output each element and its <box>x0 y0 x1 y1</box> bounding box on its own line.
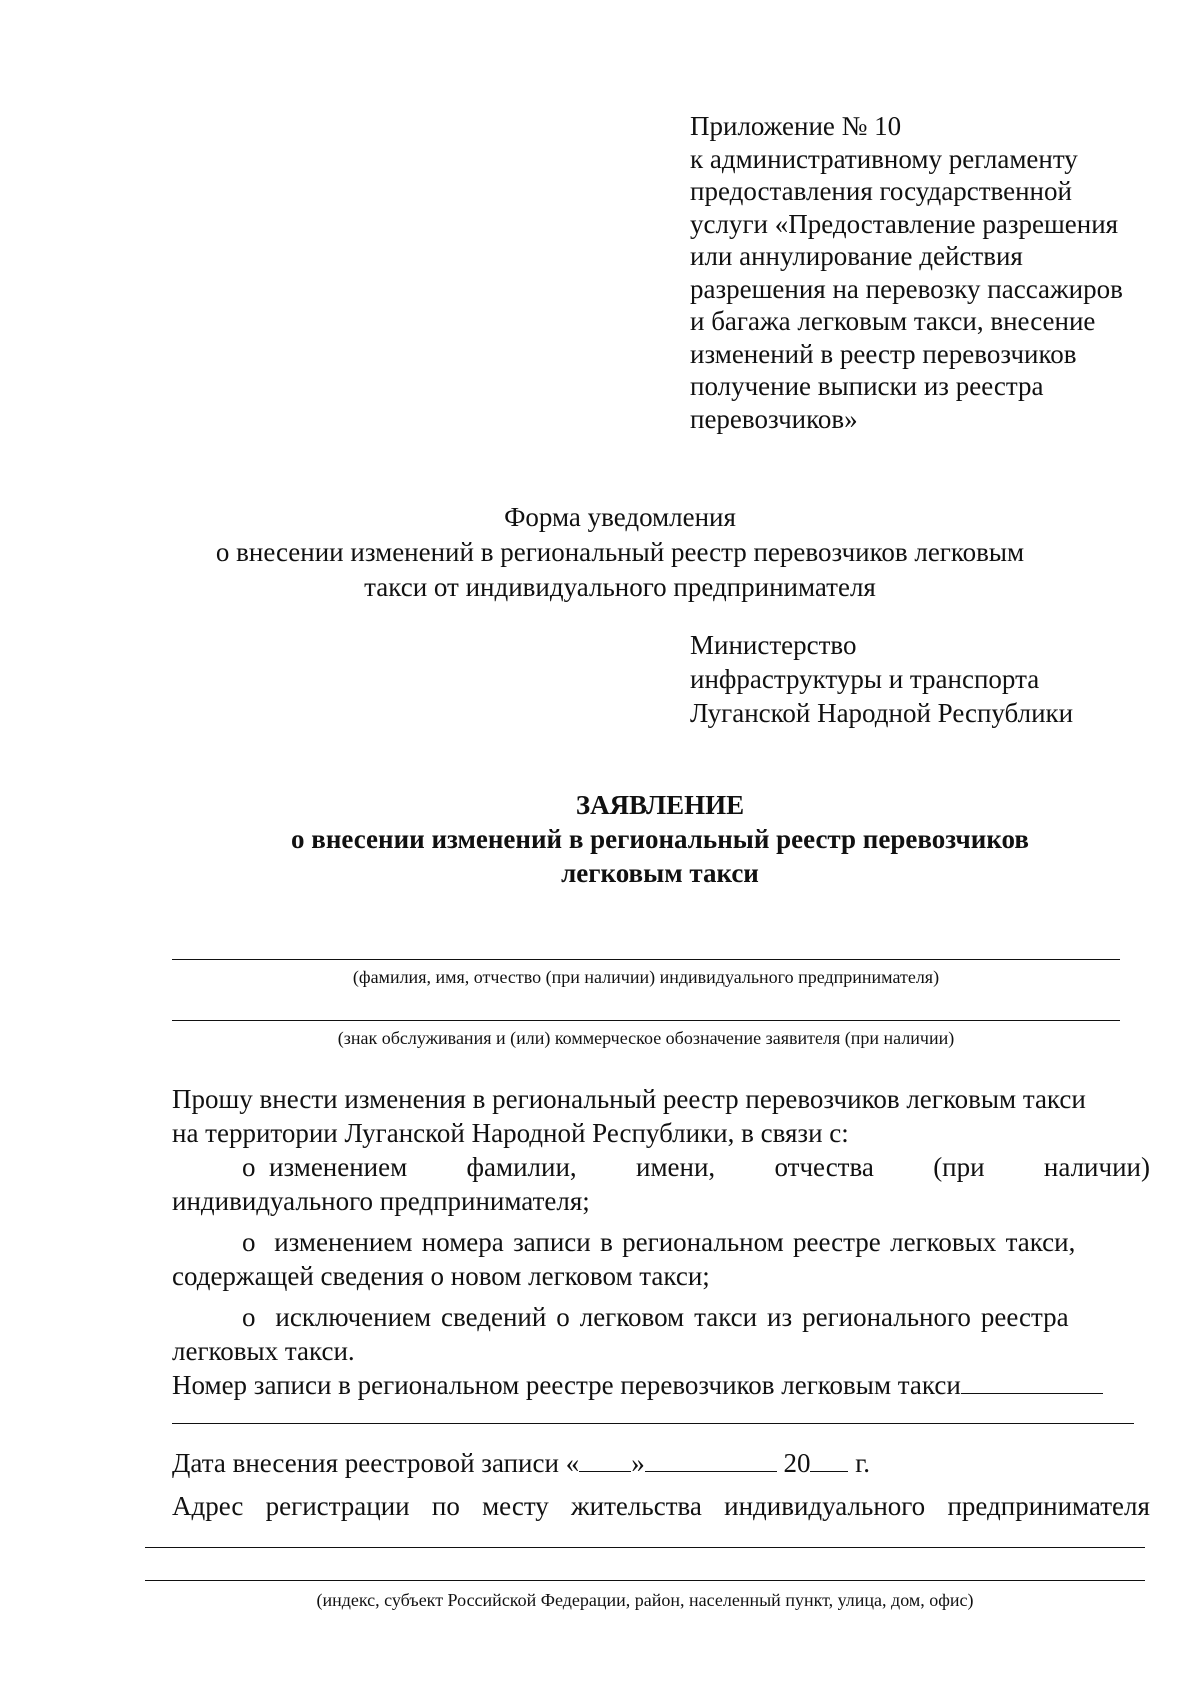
annex-line: изменений в реестр перевозчиков <box>690 338 1077 369</box>
annex-line: разрешения на перевозку пассажиров <box>690 273 1123 304</box>
date-year-field[interactable] <box>810 1447 848 1472</box>
date-month-field[interactable] <box>645 1447 777 1472</box>
annex-line: к административному регламенту <box>690 143 1078 174</box>
option-2-line-1: o изменением номера записи в региональном реестре легковых такси, <box>242 1227 1076 1257</box>
option-3-line-2: легковых такси. <box>172 1336 355 1366</box>
record-number-label: Номер записи в региональном реестре перевозчиков легковым такси <box>172 1370 961 1400</box>
annex-line: услуги «Предоставление разрешения <box>690 208 1119 239</box>
address-field-line-1[interactable] <box>145 1547 1145 1548</box>
option-bullet-icon[interactable]: o <box>242 1227 256 1257</box>
date-row: Дата внесения реестровой записи « » 20 г. <box>172 1448 870 1478</box>
fio-caption: (фамилия, имя, отчество (при наличии) индивидуального предпринимателя) <box>352 967 940 987</box>
trademark-field[interactable] <box>172 1020 1120 1021</box>
trademark-caption: (знак обслуживания и (или) коммерческое обозначение заявителя (при наличии) <box>337 1028 955 1048</box>
annex-line: Приложение № 10 <box>690 111 902 141</box>
address-caption: (индекс, субъект Российской Федерации, район, населенный пункт, улица, дом, офис) <box>316 1590 974 1610</box>
addressee-line: Министерство <box>690 630 857 660</box>
annex-line: или аннулирование действия <box>690 241 1023 271</box>
address-label: Адрес регистрации по месту жительства индивидуального предпринимателя <box>172 1491 1150 1521</box>
annex-line: перевозчиков» <box>690 403 858 434</box>
form-title <box>0 500 1200 605</box>
annex-line: получение выписки из реестра <box>690 371 1044 401</box>
annex-line: предоставления государственной <box>690 176 1072 206</box>
request-line-2: на территории Луганской Народной Республики, в связи с: <box>172 1118 849 1148</box>
addressee-block <box>690 628 1073 730</box>
heading-title: ЗАЯВЛЕНИЕ <box>575 790 745 820</box>
annex-block <box>690 110 1123 435</box>
date-label: Дата внесения реестровой записи <box>172 1448 559 1478</box>
option-1-line-1: o изменением фамилии, имени, отчества (при наличии) <box>242 1152 1150 1182</box>
date-day-field[interactable] <box>579 1447 631 1472</box>
option-2-line-2: содержащей сведения о новом легковом такси; <box>172 1261 710 1291</box>
form-title-line: такси от индивидуального предпринимателя <box>364 572 876 602</box>
heading-subtitle-line: легковым такси <box>561 858 759 888</box>
record-number-field[interactable] <box>961 1369 1103 1394</box>
application-heading <box>160 788 1160 890</box>
option-3-line-1: o исключением сведений о легковом такси из регионального реестра <box>242 1302 1069 1332</box>
address-field-line-2[interactable] <box>145 1580 1145 1581</box>
form-title-line: о внесении изменений в региональный реестр перевозчиков легковым <box>215 537 1025 567</box>
form-title-line: Форма уведомления <box>504 502 736 532</box>
option-bullet-icon[interactable]: o <box>242 1302 256 1332</box>
addressee-line: инфраструктуры и транспорта <box>690 664 1040 694</box>
fio-field[interactable] <box>172 959 1120 960</box>
record-number-field-cont[interactable] <box>172 1423 1134 1424</box>
option-bullet-icon[interactable]: o изменением <box>242 1152 408 1182</box>
option-1-line-2: индивидуального предпринимателя; <box>172 1186 590 1216</box>
addressee-line: Луганской Народной Республики <box>690 698 1074 728</box>
record-number-row <box>172 1368 1150 1402</box>
annex-line: и багажа легковым такси, внесение <box>690 306 1096 336</box>
request-line-1: Прошу внести изменения в региональный реестр перевозчиков легковым такси <box>172 1084 1086 1114</box>
heading-subtitle-line: о внесении изменений в региональный реестр перевозчиков <box>291 824 1029 854</box>
